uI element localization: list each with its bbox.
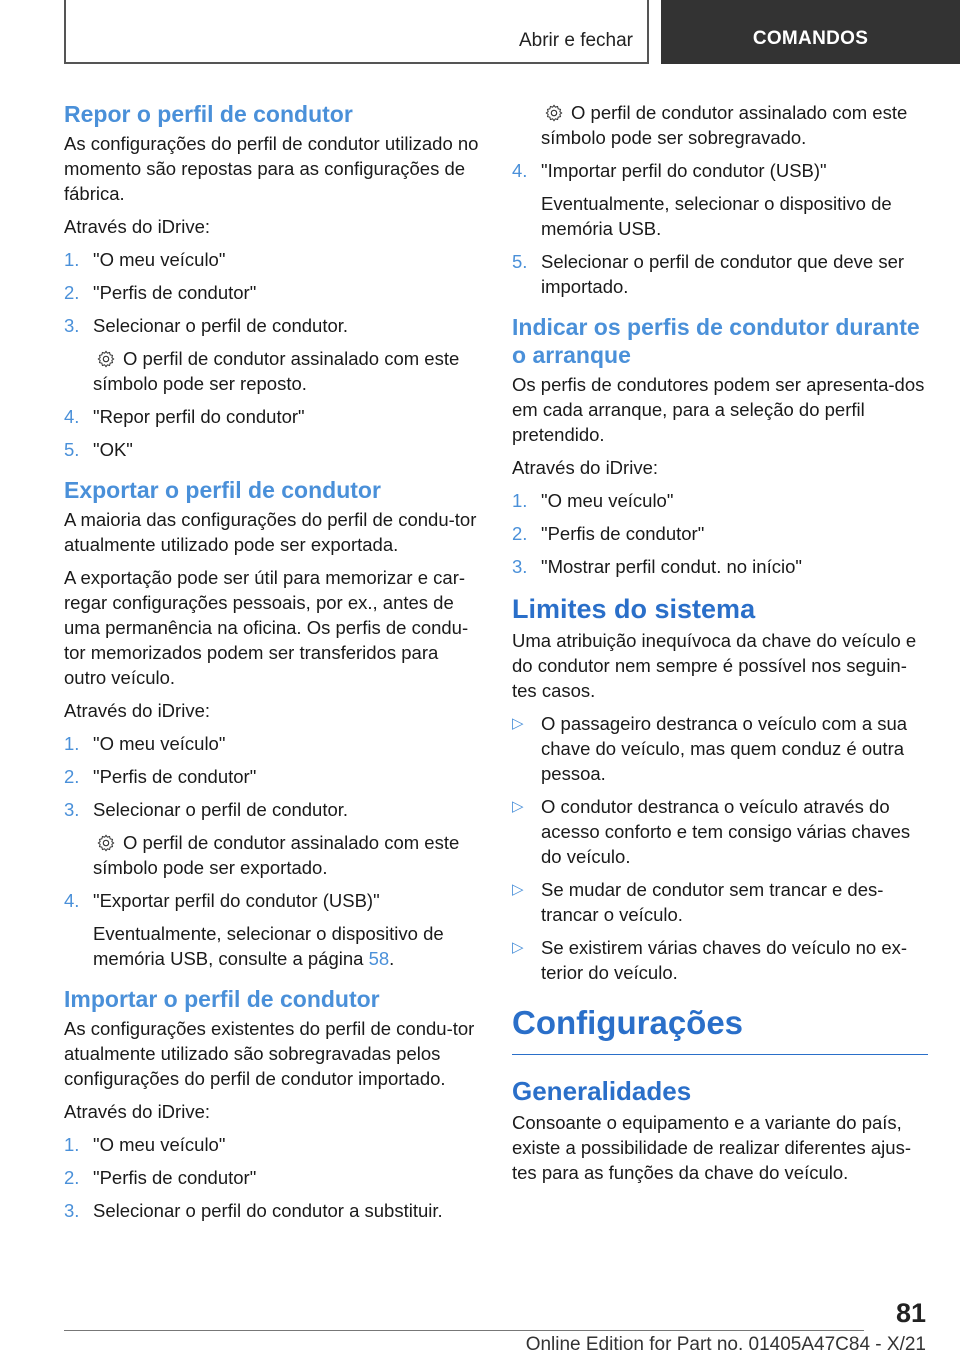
importar-intro: As configurações existentes do perfil de condu‐tor atualmente utilizado são sobregravadas pelos configurações do perfil de condutor importado. — [64, 1018, 475, 1089]
step-number: 5. — [64, 439, 80, 460]
step-text: "Perfis de condutor" — [93, 1167, 257, 1188]
triangle-right-icon: ▷ — [512, 798, 524, 815]
list-item — [512, 158, 928, 241]
step-text: "Repor perfil do condutor" — [93, 406, 305, 427]
step-number: 3. — [64, 1200, 80, 1221]
list-item — [512, 935, 928, 985]
gear-icon — [97, 350, 115, 368]
limites-intro: Uma atribuição inequívoca da chave do veículo e do condutor nem sempre é possível nos seguin‐tes casos. — [512, 630, 917, 701]
step-number: 2. — [64, 1167, 80, 1188]
step-number: 4. — [64, 890, 80, 911]
note-text: O perfil de condutor assinalado com este símbolo pode ser exportado. — [93, 832, 460, 878]
step-note — [93, 921, 480, 971]
repor-steps — [64, 247, 480, 462]
footer-edition: Online Edition for Part no. 01405A47C84 - X/21 — [525, 1334, 926, 1355]
importar-heading: Importar o perfil de condutor — [64, 986, 380, 1012]
step-note — [93, 346, 480, 396]
step-note — [541, 100, 928, 150]
bullet-text: Se mudar de condutor sem trancar e des‐trancar o veículo. — [541, 879, 884, 925]
exportar-heading: Exportar o perfil de condutor — [64, 477, 381, 503]
list-item — [512, 488, 928, 513]
step-text: "Perfis de condutor" — [93, 766, 257, 787]
step-text: "Perfis de condutor" — [541, 523, 705, 544]
list-item — [64, 1198, 480, 1223]
step-number: 3. — [64, 799, 80, 820]
importar-via: Através do iDrive: — [64, 1101, 210, 1122]
list-item — [64, 764, 480, 789]
header-section-title: Abrir e fechar — [518, 30, 633, 51]
list-item — [512, 100, 928, 150]
triangle-right-icon: ▷ — [512, 881, 524, 898]
list-item — [64, 731, 480, 756]
triangle-right-icon: ▷ — [512, 715, 524, 732]
generalidades-heading: Generalidades — [512, 1076, 692, 1106]
step-note — [93, 830, 480, 880]
list-item — [512, 249, 928, 299]
header-section-box — [64, 0, 649, 64]
list-item — [512, 794, 928, 869]
step-text: "O meu veículo" — [541, 490, 674, 511]
header-chapter-tab: COMANDOS — [661, 0, 960, 64]
step-number: 3. — [64, 315, 80, 336]
note-text: O perfil de condutor assinalado com este símbolo pode ser sobregravado. — [541, 102, 908, 148]
list-item — [64, 888, 480, 971]
list-item — [512, 711, 928, 786]
step-text: Selecionar o perfil do condutor a substituir. — [93, 1200, 443, 1221]
repor-heading: Repor o perfil de condutor — [64, 101, 353, 127]
configuracoes-heading: Configurações — [512, 1003, 928, 1055]
exportar-steps — [64, 731, 480, 971]
gear-icon — [97, 834, 115, 852]
step-number: 4. — [64, 406, 80, 427]
step-number: 1. — [64, 249, 80, 270]
step-text: "O meu veículo" — [93, 1134, 226, 1155]
step-text: Selecionar o perfil de condutor. — [93, 799, 349, 820]
repor-intro: As configurações do perfil de condutor utilizado no momento são repostas para as configurações de fábrica. — [64, 133, 479, 204]
step-note: Eventualmente, selecionar o dispositivo de memória USB. — [541, 193, 892, 239]
importar-steps — [64, 1132, 480, 1223]
indicar-heading: Indicar os perfis de condutor durante o arranque — [512, 314, 920, 368]
list-item — [512, 877, 928, 927]
page-reference-link[interactable]: 58 — [368, 948, 390, 969]
list-item — [64, 247, 480, 272]
list-item — [64, 1132, 480, 1157]
indicar-via: Através do iDrive: — [512, 457, 658, 478]
list-item — [64, 404, 480, 429]
step-number: 1. — [512, 490, 528, 511]
bullet-text: O passageiro destranca o veículo com a sua chave do veículo, mas quem conduz é outra pessoa. — [541, 713, 908, 784]
indicar-intro: Os perfis de condutores podem ser apresenta‐dos em cada arranque, para a seleção do perfil pretendido. — [512, 374, 925, 445]
triangle-right-icon: ▷ — [512, 939, 524, 956]
step-number: 1. — [64, 733, 80, 754]
right-column — [512, 100, 928, 1193]
step-number: 4. — [512, 160, 528, 181]
footer-divider — [64, 1330, 864, 1331]
list-item — [64, 313, 480, 396]
step-number: 3. — [512, 556, 528, 577]
step-text: Selecionar o perfil de condutor que deve ser importado. — [541, 251, 905, 297]
step-text: "Exportar perfil do condutor (USB)" — [93, 890, 380, 911]
exportar-p1: A maioria das configurações do perfil de condu‐tor atualmente utilizado pode ser exportada. — [64, 509, 477, 555]
left-column — [64, 100, 480, 1237]
repor-via: Através do iDrive: — [64, 216, 210, 237]
importar-steps-continued — [512, 100, 928, 299]
list-item — [512, 554, 928, 579]
list-item — [64, 797, 480, 880]
note-text: Eventualmente, selecionar o dispositivo de memória USB, consulte a página — [93, 923, 444, 969]
bullet-text: O condutor destranca o veículo através do acesso conforto e tem consigo várias chaves do veículo. — [541, 796, 911, 867]
list-item — [512, 521, 928, 546]
note-text-end: . — [389, 948, 395, 969]
step-text: "Mostrar perfil condut. no início" — [541, 556, 802, 577]
limites-bullets — [512, 711, 928, 985]
step-text: "Importar perfil do condutor (USB)" — [541, 160, 827, 181]
list-item — [64, 437, 480, 462]
list-item — [64, 1165, 480, 1190]
exportar-via: Através do iDrive: — [64, 700, 210, 721]
step-number: 1. — [64, 1134, 80, 1155]
generalidades-intro: Consoante o equipamento e a variante do país, existe a possibilidade de realizar diferentes ajus‐tes para as funções da chave do veículo. — [512, 1112, 911, 1183]
step-number: 2. — [64, 282, 80, 303]
step-number: 2. — [64, 766, 80, 787]
indicar-steps — [512, 488, 928, 579]
step-text: "Perfis de condutor" — [93, 282, 257, 303]
note-text: O perfil de condutor assinalado com este símbolo pode ser reposto. — [93, 348, 460, 394]
list-item — [64, 280, 480, 305]
page-number: 81 — [895, 1298, 926, 1328]
exportar-p2: A exportação pode ser útil para memorizar e car‐regar configurações pessoais, por ex., antes de uma permanência na oficina. Os perfis de condu‐tor memorizados podem ser transferidos para outro veículo. — [64, 567, 469, 688]
gear-icon — [545, 104, 563, 122]
step-text: Selecionar o perfil de condutor. — [93, 315, 349, 336]
step-number: 5. — [512, 251, 528, 272]
limites-heading: Limites do sistema — [512, 594, 756, 624]
step-text: "OK" — [93, 439, 133, 460]
bullet-text: Se existirem várias chaves do veículo no ex‐terior do veículo. — [541, 937, 908, 983]
step-text: "O meu veículo" — [93, 249, 226, 270]
step-text: "O meu veículo" — [93, 733, 226, 754]
step-number: 2. — [512, 523, 528, 544]
